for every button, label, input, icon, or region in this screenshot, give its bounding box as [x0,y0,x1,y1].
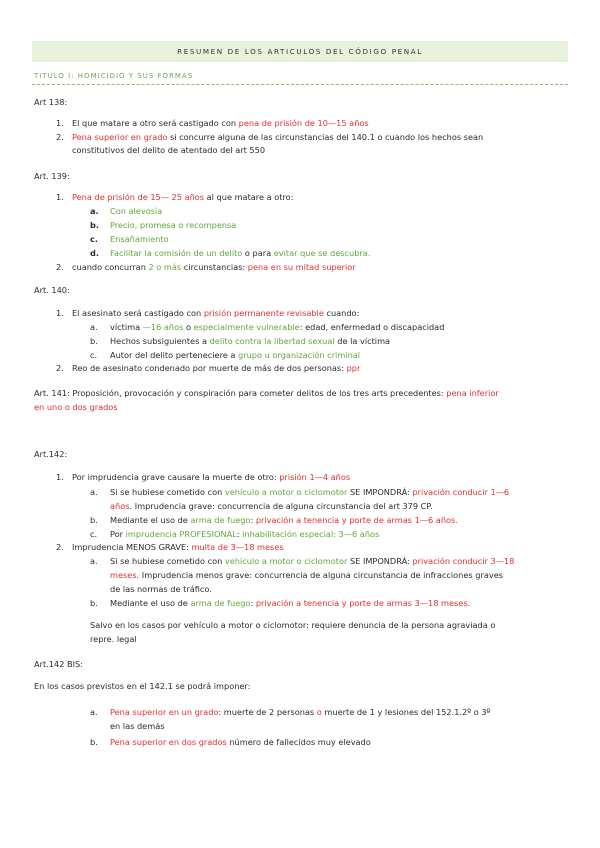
art142bis-b-letter: b. [90,737,98,747]
art140-item2-number: 2. [56,363,64,373]
art139-b-letter: b. [90,220,99,230]
section-title: TITULO I: HOMICIDIO Y SUS FORMAS [34,72,194,80]
art140-b-letter: b. [90,336,98,346]
art142-a-letter: a. [90,487,98,497]
art140-c-letter: c. [90,350,98,360]
art142bis-b: Pena superior en dos grados número de fallecidos muy elevado [110,737,371,747]
art140-heading: Art. 140: [34,285,70,295]
art138-item2-number: 2. [56,132,64,142]
art142-mg-a-cont: meses. Imprudencia menos grave: concurrencia de alguna circunstancia de infracciones graves [110,570,504,580]
art141-line1: Art. 141: Proposición, provocación y conspiración para cometer delitos de los tres arts precedentes: pena inferior [34,388,499,398]
art139-b: Precio, promesa o recompensa [110,220,237,230]
art140-item2: Reo de asesinato condenado por muerte de más de dos personas: ppr [72,363,361,373]
art142bis-intro: En los casos previstos en el 142.1 se podrá imponer: [34,681,251,691]
art139-item2-number: 2. [56,262,64,272]
art138-item1: El que matare a otro será castigado con pena de prisión de 10—15 años [72,118,369,128]
art139-heading: Art. 139: [34,171,70,181]
art140-item1: El asesinato será castigado con prisión permanente revisable cuando: [72,308,360,318]
art142-note-cont: repre. legal [90,634,137,644]
art142bis-a: Pena superior en un grado: muerte de 2 personas o muerte de 1 y lesiones del 152.1.2º o 3º [110,707,491,717]
art142-mg-b-letter: b. [90,598,98,608]
title-divider [32,84,568,85]
art142-item1-number: 1. [56,472,64,482]
art138-item2-cont: constitutivos del delito de atentado del art 550 [72,145,266,155]
art142-b-letter: b. [90,515,98,525]
art142bis-heading: Art.142 BIS: [34,659,83,669]
art139-item1: Pena de prisión de 15— 25 años al que matare a otro: [72,192,294,202]
art140-item1-number: 1. [56,308,64,318]
art142-heading: Art.142: [34,449,68,459]
art139-d: Facilitar la comisión de un delito o para evitar que se descubra. [110,248,371,258]
art139-a-letter: a. [90,206,99,216]
art142-item2: Imprudencia MENOS GRAVE: multa de 3—18 meses [72,542,284,552]
art142-a: Si se hubiese cometido con vehículo a motor o ciclomotor SE IMPONDRÁ: privación conducir 1—6 [110,487,510,497]
art140-a: víctima —16 años o especialmente vulnerable: edad, enfermedad o discapacidad [110,322,445,332]
art142-note: Salvo en los casos por vehículo a motor o ciclomotor: requiere denuncia de la persona agraviada o [90,620,496,630]
art139-item2: cuando concurran 2 o más circunstancias: pena en su mitad superior [72,262,356,272]
art142bis-a-letter: a. [90,707,98,717]
art140-a-letter: a. [90,322,98,332]
art142-mg-a-cont2: de las normas de tráfico. [110,584,212,594]
art142-item1: Por imprudencia grave causare la muerte de otro: prisión 1—4 años [72,472,351,482]
art142-mg-b: Mediante el uso de arma de fuego: privación a tenencia y porte de armas 3—18 meses. [110,598,471,608]
art142-b: Mediante el uso de arma de fuego: privación a tenencia y porte de armas 1—6 años. [110,515,458,525]
art139-c: Ensañamiento [110,234,169,244]
art142-item2-number: 2. [56,542,64,552]
art142-mg-a-letter: a. [90,556,98,566]
art141-line2: en uno o dos grados [34,402,118,412]
document-banner: RESUMEN DE LOS ARTICULOS DEL CÓDIGO PENAL [32,41,568,62]
art139-a: Con alevosía [110,206,163,216]
art139-c-letter: c. [90,234,98,244]
art138-heading: Art 138: [34,97,68,107]
art142-mg-a: Si se hubiese cometido con vehículo a motor o ciclomotor SE IMPONDRÁ: privación conducir 3—18 [110,556,515,566]
art138-item1-number: 1. [56,118,64,128]
art140-b: Hechos subsiguientes a delito contra la libertad sexual de la víctima [110,336,391,346]
art142-c-letter: c. [90,529,98,539]
art138-item2: Pena superior en grado si concurre alguna de las circunstancias del 140.1 o cuando los hechos sean [72,132,484,142]
art139-item1-number: 1. [56,192,64,202]
art139-d-letter: d. [90,248,99,258]
art140-c: Autor del delito perteneciere a grupo u organización criminal [110,350,361,360]
art142-c: Por imprudencia PROFESIONAL: inhabilitación especial: 3—6 años [110,529,380,539]
art142-a-cont: años. Imprudencia grave: concurrencia de alguna circunstancia del art 379 CP. [110,501,433,511]
art142bis-a-cont: en las demás [110,721,165,731]
